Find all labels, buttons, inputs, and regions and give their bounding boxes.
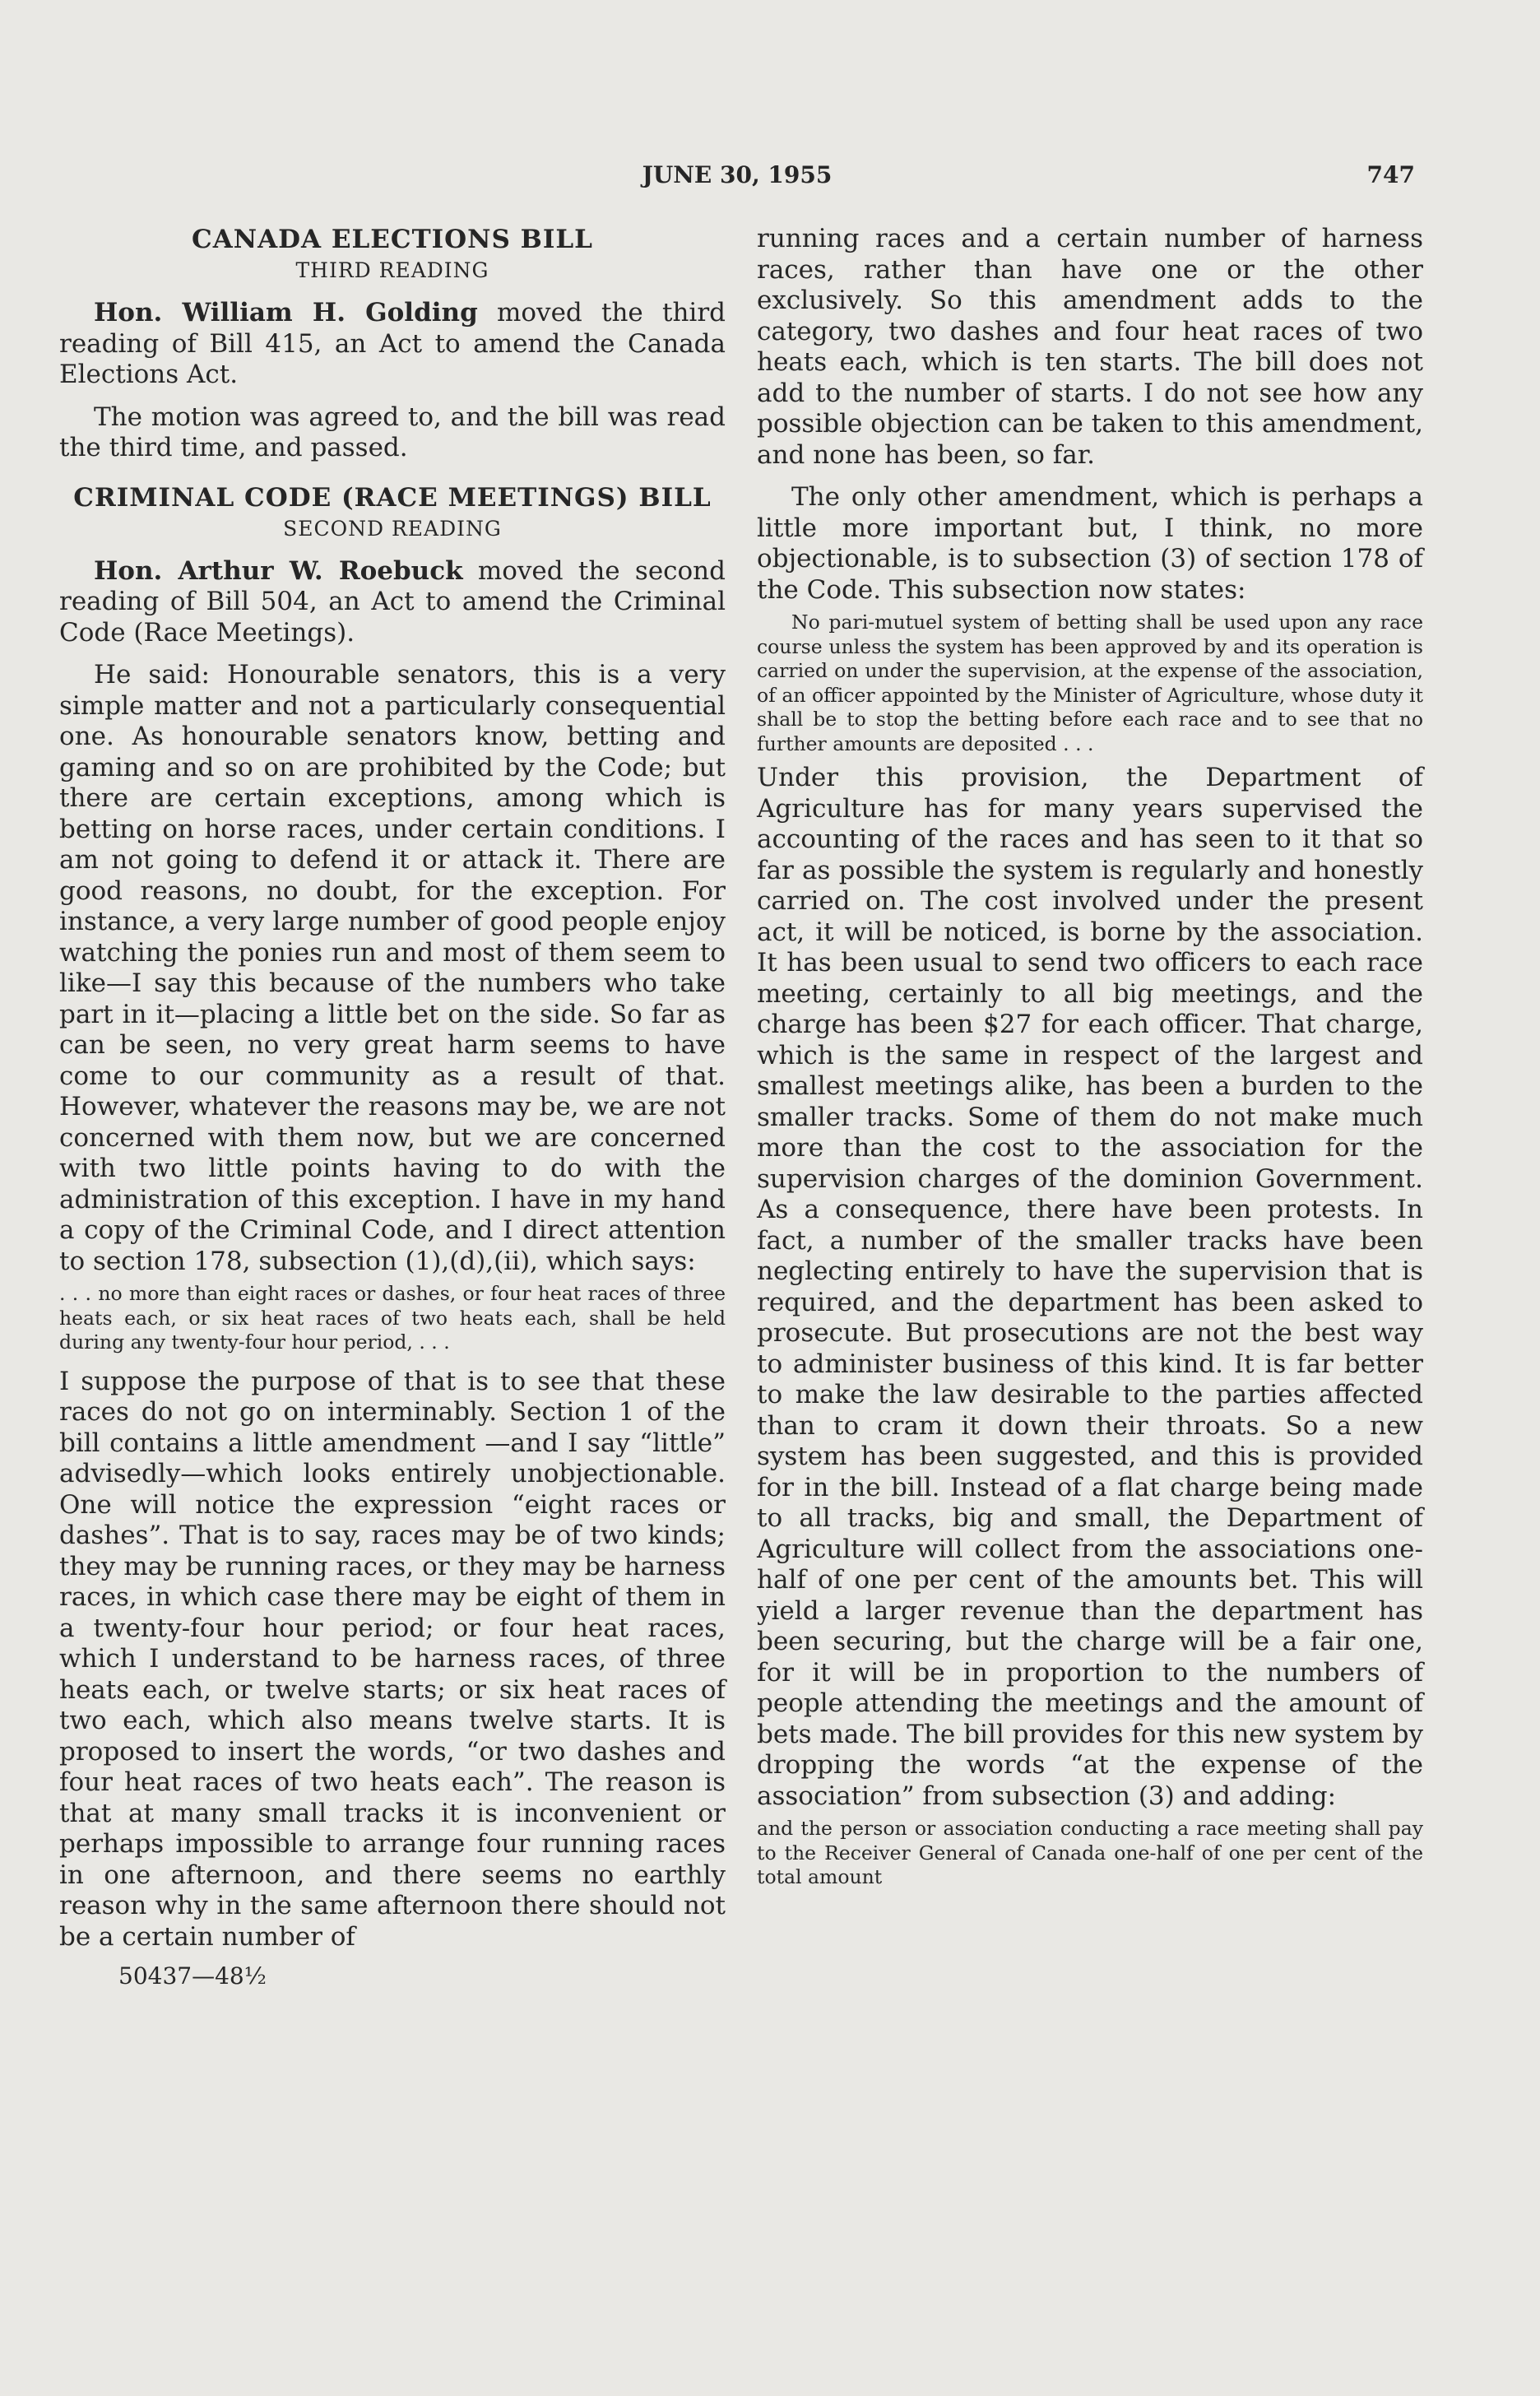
paragraph-he-said: He said: Honourable senators, this is a very simple matter and not a particularly consequential one. As honourable senators know, betting and gaming and so on are prohibited by the Code; but there are certain exceptions, among which is betting on horse races, under certain conditions. I am not going to defend it or attack it. There are good reasons, no doubt, for the exception. For instance, a very large number of good people enjoy watching the ponies run and most of them seem to like—I say this because of the numbers who take part in it—placing a little bet on the side. So far as can be seen, no very great harm seems to have come to our community as a result of that. However, whatever the reasons may be, we are not concerned with them now, but we are concerned with two little points having to do with the administration of this exception. I have in my hand a copy of the Criminal Code, and I direct attention to section 178, subsection (1),(d),(ii), which says: xyxy=(59,660,726,1276)
speaker-roebuck: Hon. Arthur W. Roebuck xyxy=(94,555,463,586)
paragraph-golding-text: moved the third reading of Bill 415, an Act to amend the Canada Elections Act. xyxy=(59,298,726,389)
paragraph-purpose: I suppose the purpose of that is to see that these races do not go on interminably. Section 1 of the bill contains a little amendment —and I say “little” advisedly—which looks entirely unobjectionable. One will notice the expression “eight races or dashes”. That is to say, races may be of two kinds; they may be running races, or they may be harness races, in which case there may be eight of them in a twenty-four hour period; or four heat races, which I understand to be harness races, of three heats each, or twelve starts; or six heat races of two each, which also means twelve starts. It is proposed to insert the words, “or two dashes and four heat races of two heats each”. The reason is that at many small tracks it is inconvenient or perhaps impossible to arrange four running races in one afternoon, and there seems no earthly reason why in the same afternoon there should not be a certain number of xyxy=(59,1366,726,1952)
quote-pari-mutuel: No pari-mutuel system of betting shall be used upon any race course unless the system has been approved by and its operation is carried on under the supervision, at the expense of the association, of an officer appointed by the Minister of Agriculture, whose duty it shall be to stop the betting before each race and to see that no further amounts are deposited . . . xyxy=(757,611,1423,755)
header-date: JUNE 30, 1955 xyxy=(642,161,833,188)
quote-section-178-1: . . . no more than eight races or dashes, or four heat races of three heats each, or six heat races of two heats each, shall be held during any twenty-four hour period, . . . xyxy=(59,1282,726,1354)
speaker-golding: Hon. William H. Golding xyxy=(94,298,478,327)
paragraph-motion-passed: The motion was agreed to, and the bill was read the third time, and passed. xyxy=(59,402,726,462)
paragraph-roebuck xyxy=(59,556,726,649)
page-header xyxy=(59,161,1415,197)
section-subtitle-second-reading: SECOND READING xyxy=(283,516,502,541)
paragraph-roebuck-text: moved the second reading of Bill 504, an Act to amend the Criminal Code (Race Meetings). xyxy=(59,555,726,648)
section-title-elections: CANADA ELECTIONS BILL xyxy=(192,225,593,254)
paragraph-other-amendment: The only other amendment, which is perhaps a little more important but, I think, no more objectionable, is to subsection (3) of section 178 of the Code. This subsection now states: xyxy=(757,482,1423,605)
paragraph-golding xyxy=(59,298,726,391)
section-title-criminal-code: CRIMINAL CODE (RACE MEETINGS) BILL xyxy=(73,482,712,513)
right-column xyxy=(757,224,1423,1897)
footer-print-code: 50437—48½ xyxy=(118,1962,267,1990)
paragraph-running-races: running races and a certain number of harness races, rather than have one or the other exclusively. So this amendment adds to the category, two dashes and four heat races of two heats each, which is ten starts. The bill does not add to the number of starts. I do not see how any possible objection can be taken to this amendment, and none has been, so far. xyxy=(757,224,1423,470)
left-column xyxy=(59,224,726,1992)
page-number: 747 xyxy=(1366,161,1415,188)
paragraph-under-provision: Under this provision, the Department of Agriculture has for many years supervised the accounting of the races and has seen to it that so far as possible the system is regularly and honestly carried on. The cost involved under the present act, it will be noticed, is borne by the association. It has been usual to send two officers to each race meeting, certainly to all big meetings, and the charge has been $27 for each officer. That charge, which is the same in respect of the largest and smallest meetings alike, has been a burden to the smaller tracks. Some of them do not make much more than the cost to the association for the supervision charges of the dominion Government. As a consequence, there have been protests. In fact, a number of the smaller tracks have been neglecting entirely to have the supervision that is required, and the department has been asked to prosecute. But prosecutions are not the best way to administer business of this kind. It is far better to make the law desirable to the parties affected than to cram it down their throats. So a new system has been suggested, and this is provided for in the bill. Instead of a flat charge being made to all tracks, big and small, the Department of Agriculture will collect from the associations one-half of one per cent of the amounts bet. This will yield a larger revenue than the department has been securing, but the charge will be a fair one, for it will be in proportion to the numbers of people attending the meetings and the amount of bets made. The bill provides for this new system by dropping the words “at the expense of the association” from subsection (3) and adding: xyxy=(757,763,1423,1811)
section-subtitle-third-reading: THIRD READING xyxy=(295,258,489,282)
quote-receiver-general: and the person or association conducting a race meeting shall pay to the Receiver General of Canada one-half of one per cent of the total amount xyxy=(757,1817,1423,1888)
